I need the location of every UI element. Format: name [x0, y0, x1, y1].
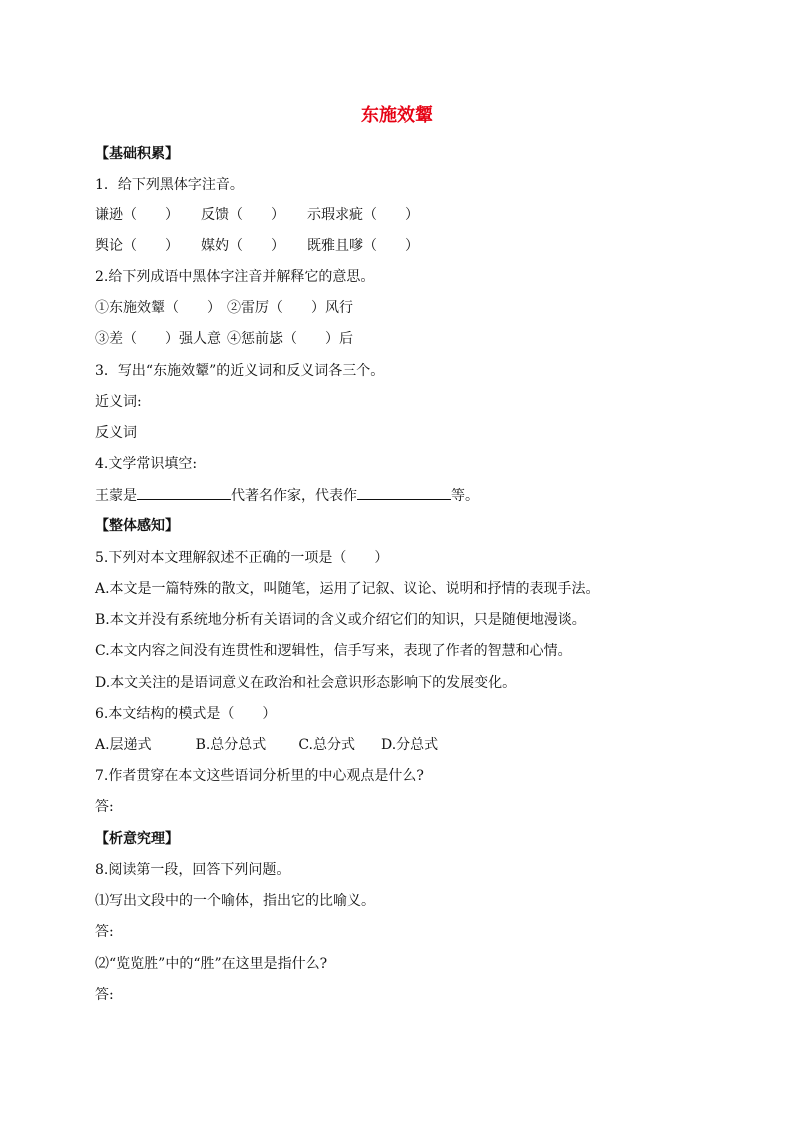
- q6-option-d: D.分总式: [380, 737, 439, 753]
- question-3-stem: 3．写出“东施效颦”的近义词和反义词各三个。: [95, 363, 385, 379]
- question-2-row-1: [95, 298, 353, 318]
- question-8-answer-2: 答:: [95, 987, 114, 1003]
- question-1-row-1: [95, 205, 419, 225]
- question-4-fill: [95, 485, 479, 505]
- question-3-synonyms: 近义词:: [95, 394, 142, 410]
- q2-item: ②雷厉（ ）风行: [227, 300, 353, 316]
- section-heading-overall: 【整体感知】: [95, 518, 179, 534]
- question-7-stem: 7.作者贯穿在本文这些语词分析里的中心观点是什么?: [95, 768, 424, 784]
- question-5-option-d: D.本文关注的是语词意义在政治和社会意识形态影响下的发展变化。: [95, 675, 517, 691]
- question-6-stem: 6.本文结构的模式是（ ）: [95, 706, 277, 722]
- question-1-stem: 1．给下列黑体字注音。: [95, 177, 244, 193]
- question-7-answer: 答:: [95, 799, 114, 815]
- q1-item: 谦逊（ ）: [95, 207, 179, 223]
- question-4-stem: 4.文学常识填空:: [95, 456, 198, 472]
- question-5-option-a: A.本文是一篇特殊的散文，叫随笔，运用了记叙、议论、说明和抒情的表现手法。: [95, 581, 600, 597]
- q4-text-3: 等。: [451, 488, 479, 504]
- q2-item: ③差（ ）强人意: [95, 331, 221, 347]
- question-8-sub-2: ⑵“览览胜”中的“胜”在这里是指什么?: [95, 956, 328, 972]
- question-8-sub-1: ⑴写出文段中的一个喻体，指出它的比喻义。: [95, 893, 375, 909]
- q6-option-b: B.总分总式: [195, 737, 267, 753]
- q6-option-a: A.层递式: [95, 737, 152, 753]
- question-8-stem: 8.阅读第一段，回答下列问题。: [95, 862, 291, 878]
- q1-item: 示瑕求疵（ ）: [307, 207, 419, 223]
- question-5-option-b: B.本文并没有系统地分析有关语词的含义或介绍它们的知识，只是随便地漫谈。: [95, 612, 586, 628]
- section-heading-analysis: 【析意究理】: [95, 831, 179, 847]
- q1-item: 媒妁（ ）: [201, 238, 285, 254]
- fill-blank[interactable]: [137, 485, 231, 500]
- q2-item: ④惩前毖（ ）后: [227, 331, 353, 347]
- q1-item: 反馈（ ）: [201, 207, 285, 223]
- q1-item: 舆论（ ）: [95, 238, 179, 254]
- q6-option-c: C.总分式: [298, 737, 355, 753]
- question-5-stem: 5.下列对本文理解叙述不正确的一项是（ ）: [95, 550, 389, 566]
- section-heading-basic: 【基础积累】: [95, 146, 179, 162]
- q2-item: ①东施效颦（ ）: [95, 300, 221, 316]
- question-8-answer-1: 答:: [95, 924, 114, 940]
- question-6-options: [95, 735, 438, 755]
- question-3-antonyms: 反义词: [95, 425, 137, 441]
- q4-text-1: 王蒙是: [95, 488, 137, 504]
- q4-text-2: 代著名作家，代表作: [231, 488, 357, 504]
- question-1-row-2: [95, 236, 419, 256]
- question-2-stem: 2.给下列成语中黑体字注音并解释它的意思。: [95, 269, 375, 285]
- q1-item: 既雅且嗲（ ）: [307, 238, 419, 254]
- question-5-option-c: C.本文内容之间没有连贯性和逻辑性，信手写来，表现了作者的智慧和心情。: [95, 643, 572, 659]
- fill-blank[interactable]: [357, 485, 451, 500]
- page-title: 东施效颦: [361, 105, 433, 126]
- question-2-row-2: [95, 329, 353, 349]
